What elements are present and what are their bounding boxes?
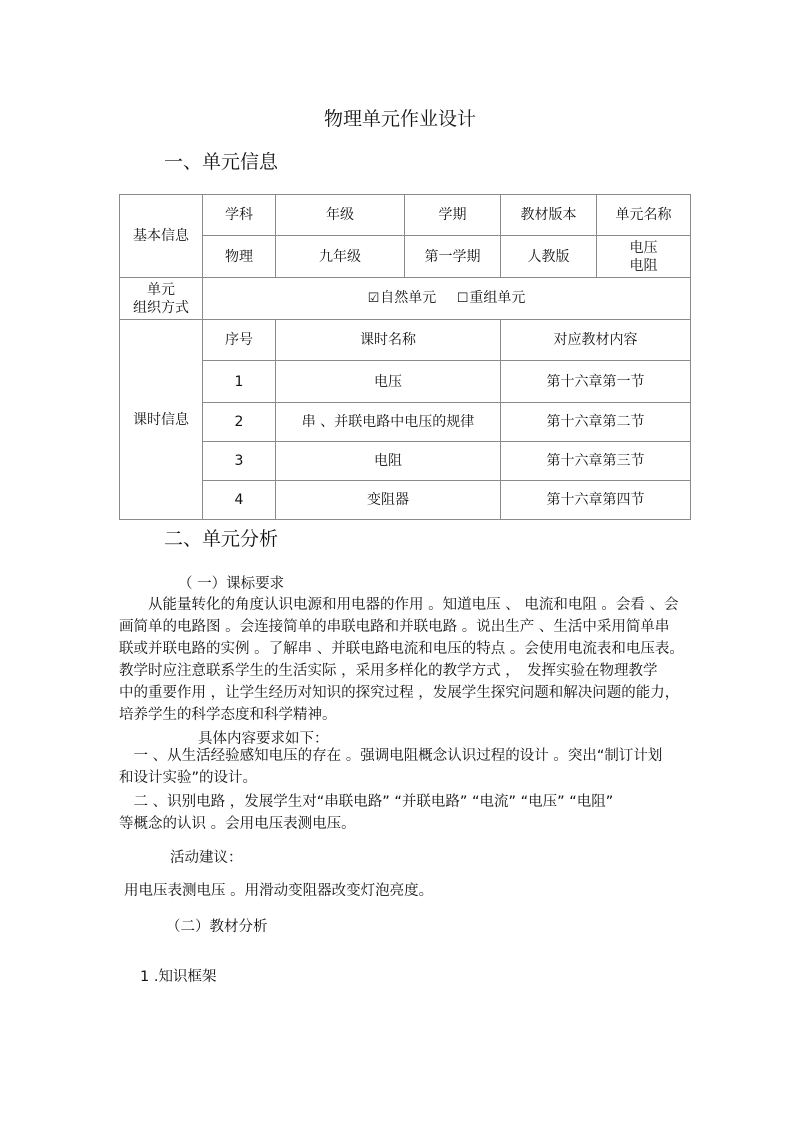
content-intro: 具体内容要求如下： — [198, 731, 329, 747]
unit-info-table — [119, 194, 691, 520]
paragraph-line: 一 、从生活经验感知电压的存在 。强调电阻概念认识过程的设计 。突出“制订计划 — [119, 748, 663, 764]
checked-box-icon: ☑ — [367, 291, 380, 306]
lesson-content: 第十六章第二节 — [501, 403, 691, 442]
value-unit-name — [597, 236, 691, 278]
lesson-content: 第十六章第一节 — [501, 361, 691, 403]
header-subject: 学科 — [203, 195, 276, 236]
paragraph-line: 和设计实验”的设计。 — [119, 770, 258, 786]
lesson-info-label: 课时信息 — [120, 320, 203, 520]
paragraph-line: 画简单的电路图 。会连接简单的串联电路和并联电路 。说出生产 、生活中采用简单串 — [119, 619, 670, 635]
org-label-line: 组织方式 — [133, 299, 189, 316]
paragraph-line: 培养学生的科学态度和科学精神。 — [119, 707, 337, 723]
org-label-line: 单元 — [147, 281, 175, 298]
requirement-item-1 — [119, 745, 715, 789]
lesson-content: 第十六章第三节 — [501, 442, 691, 481]
option-label: 自然单元 — [380, 290, 437, 306]
lesson-header-content: 对应教材内容 — [501, 320, 691, 361]
requirement-item-2 — [119, 791, 715, 835]
value-subject: 物理 — [203, 236, 276, 278]
unchecked-box-icon: ☐ — [456, 291, 469, 306]
option-natural-unit[interactable] — [368, 290, 437, 306]
lesson-header-no: 序号 — [203, 320, 276, 361]
header-term: 学期 — [405, 195, 501, 236]
header-grade: 年级 — [276, 195, 405, 236]
value-edition: 人教版 — [501, 236, 597, 278]
table-row — [120, 361, 691, 403]
lesson-name: 串 、并联电路中电压的规律 — [276, 403, 501, 442]
value-grade: 九年级 — [276, 236, 405, 278]
lesson-no: 1 — [203, 361, 276, 403]
document-title: 物理单元作业设计 — [323, 108, 476, 130]
header-edition: 教材版本 — [501, 195, 597, 236]
knowledge-framework-heading: 1 .知识框架 — [140, 969, 217, 985]
paragraph-line: 从能量转化的角度认识电源和用电器的作用 。知道电压 、 电流和电阻 。会看 、会 — [119, 597, 679, 613]
activity-text: 用电压表测电压 。用滑动变阻器改变灯泡亮度。 — [124, 883, 434, 899]
paragraph-line: 联或并联电路的实例 。了解串 、并联电路电流和电压的特点 。会使用电流表和电压表。 — [119, 641, 684, 657]
paragraph-line: 中的重要作用 ，让学生经历对知识的探究过程 ，发展学生探究问题和解决问题的能力， — [119, 685, 680, 701]
table-row — [120, 442, 691, 481]
option-regrouped-unit[interactable] — [457, 290, 526, 306]
basic-info-label: 基本信息 — [120, 195, 203, 278]
lesson-name: 变阻器 — [276, 481, 501, 520]
paragraph-line: 教学时应注意联系学生的生活实际 ，采用多样化的教学方式 ， 发挥实验在物理教学 — [119, 663, 658, 679]
unit-name-line: 电阻 — [629, 257, 658, 274]
lesson-no: 2 — [203, 403, 276, 442]
section-heading-unit-info: 一、单元信息 — [164, 151, 279, 173]
lesson-header-name: 课时名称 — [276, 320, 501, 361]
lesson-name: 电阻 — [276, 442, 501, 481]
header-unit-name: 单元名称 — [597, 195, 691, 236]
option-label: 重组单元 — [469, 290, 526, 306]
lesson-no: 4 — [203, 481, 276, 520]
unit-name-line: 电压 — [629, 239, 658, 256]
lesson-no: 3 — [203, 442, 276, 481]
org-label — [120, 278, 203, 320]
paragraph-line: 二 、识别电路 ，发展学生对“串联电路” “并联电路” “电流” “电压” “电阻” — [119, 794, 614, 810]
subheading-curriculum: （ 一）课标要求 — [178, 576, 285, 592]
paragraph-line: 等概念的认识 。会用电压表测电压。 — [119, 816, 356, 832]
lesson-name: 电压 — [276, 361, 501, 403]
lesson-content: 第十六章第四节 — [501, 481, 691, 520]
activity-label: 活动建议： — [170, 850, 243, 866]
subheading-textbook-analysis: （二）教材分析 — [166, 919, 268, 935]
org-options — [203, 278, 691, 320]
section-heading-unit-analysis: 二、单元分析 — [164, 528, 279, 550]
value-term: 第一学期 — [405, 236, 501, 278]
table-row — [120, 481, 691, 520]
table-row — [120, 403, 691, 442]
curriculum-paragraph — [119, 594, 715, 726]
